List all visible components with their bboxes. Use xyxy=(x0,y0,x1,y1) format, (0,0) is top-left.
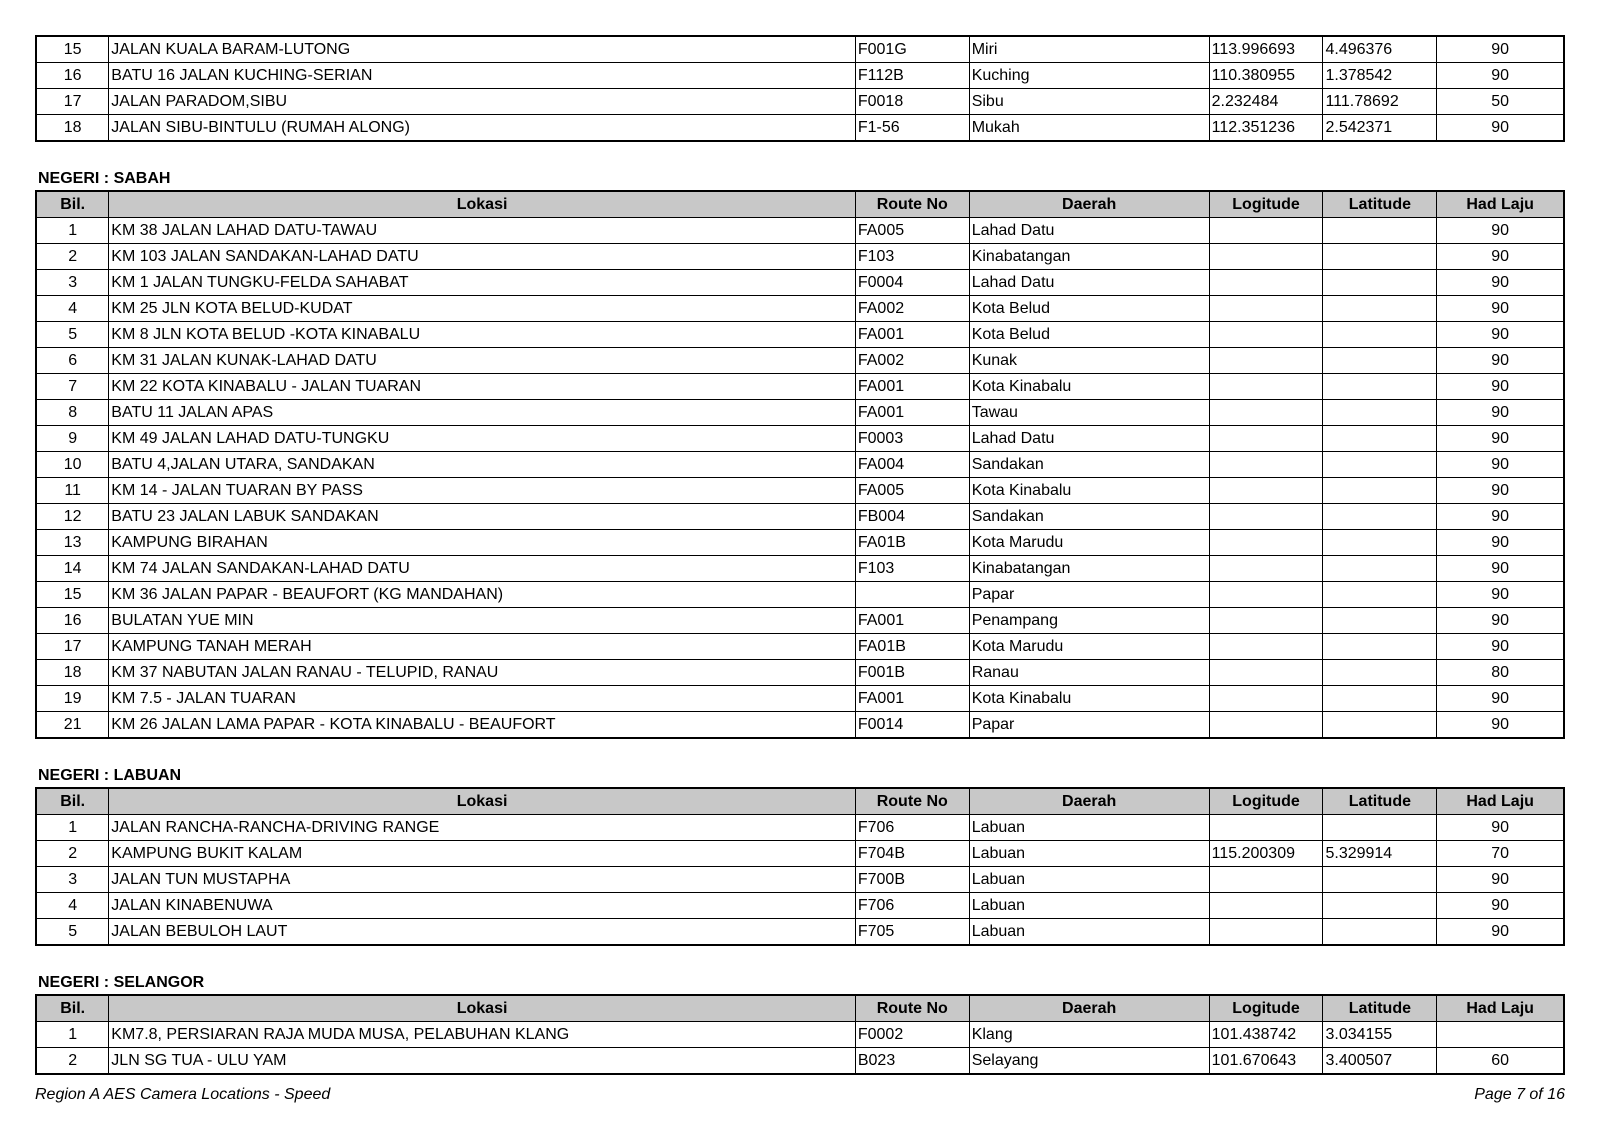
route-cell: F0002 xyxy=(855,1022,969,1048)
longitude-cell xyxy=(1209,270,1323,296)
lokasi-cell: KM 49 JALAN LAHAD DATU-TUNGKU xyxy=(109,426,856,452)
lokasi-cell: KAMPUNG TANAH MERAH xyxy=(109,634,856,660)
route-cell: F103 xyxy=(855,556,969,582)
bil-cell: 14 xyxy=(36,556,109,582)
column-header: Route No xyxy=(855,191,969,218)
longitude-cell xyxy=(1209,634,1323,660)
route-cell: F1-56 xyxy=(855,115,969,142)
longitude-cell: 110.380955 xyxy=(1209,63,1323,89)
column-header: Daerah xyxy=(969,788,1209,815)
latitude-cell xyxy=(1323,218,1437,244)
speed-limit-cell: 90 xyxy=(1437,452,1564,478)
daerah-cell: Tawau xyxy=(969,400,1209,426)
column-header: Daerah xyxy=(969,995,1209,1022)
speed-limit-cell: 90 xyxy=(1437,504,1564,530)
speed-limit-cell: 60 xyxy=(1437,1048,1564,1075)
latitude-cell: 3.034155 xyxy=(1323,1022,1437,1048)
bil-cell: 15 xyxy=(36,36,109,63)
state-sections xyxy=(35,170,1565,1075)
longitude-cell xyxy=(1209,893,1323,919)
longitude-cell xyxy=(1209,556,1323,582)
route-cell: B023 xyxy=(855,1048,969,1075)
lokasi-cell: KM 22 KOTA KINABALU - JALAN TUARAN xyxy=(109,374,856,400)
longitude-cell xyxy=(1209,582,1323,608)
lokasi-cell: JALAN PARADOM,SIBU xyxy=(109,89,856,115)
speed-limit-cell: 50 xyxy=(1437,89,1564,115)
bil-cell: 3 xyxy=(36,867,109,893)
state-table xyxy=(35,787,1565,946)
speed-limit-cell: 90 xyxy=(1437,867,1564,893)
daerah-cell: Kuching xyxy=(969,63,1209,89)
lokasi-cell: KM 36 JALAN PAPAR - BEAUFORT (KG MANDAHAN) xyxy=(109,582,856,608)
table-row xyxy=(36,608,1564,634)
latitude-cell xyxy=(1323,400,1437,426)
daerah-cell: Labuan xyxy=(969,815,1209,841)
table-row xyxy=(36,919,1564,946)
lokasi-cell: KM7.8, PERSIARAN RAJA MUDA MUSA, PELABUHAN KLANG xyxy=(109,1022,856,1048)
route-cell: F112B xyxy=(855,63,969,89)
latitude-cell xyxy=(1323,348,1437,374)
column-header: Bil. xyxy=(36,191,109,218)
lokasi-cell: BATU 16 JALAN KUCHING-SERIAN xyxy=(109,63,856,89)
bil-cell: 1 xyxy=(36,815,109,841)
route-cell: F103 xyxy=(855,244,969,270)
daerah-cell: Kota Kinabalu xyxy=(969,686,1209,712)
bil-cell: 11 xyxy=(36,478,109,504)
table-row xyxy=(36,426,1564,452)
route-cell: FA005 xyxy=(855,478,969,504)
table-row xyxy=(36,504,1564,530)
latitude-cell xyxy=(1323,815,1437,841)
route-cell: F706 xyxy=(855,893,969,919)
longitude-cell: 115.200309 xyxy=(1209,841,1323,867)
latitude-cell xyxy=(1323,867,1437,893)
bil-cell: 16 xyxy=(36,63,109,89)
speed-limit-cell: 90 xyxy=(1437,63,1564,89)
table-row xyxy=(36,36,1564,63)
daerah-cell: Sandakan xyxy=(969,504,1209,530)
latitude-cell xyxy=(1323,712,1437,739)
lokasi-cell: KM 25 JLN KOTA BELUD-KUDAT xyxy=(109,296,856,322)
route-cell: F0004 xyxy=(855,270,969,296)
bil-cell: 10 xyxy=(36,452,109,478)
state-table xyxy=(35,190,1565,739)
lokasi-cell: KM 7.5 - JALAN TUARAN xyxy=(109,686,856,712)
bil-cell: 16 xyxy=(36,608,109,634)
table-row xyxy=(36,374,1564,400)
lokasi-cell: JALAN KINABENUWA xyxy=(109,893,856,919)
column-header: Had Laju xyxy=(1437,788,1564,815)
latitude-cell: 4.496376 xyxy=(1323,36,1437,63)
route-cell: F001G xyxy=(855,36,969,63)
daerah-cell: Mukah xyxy=(969,115,1209,142)
latitude-cell xyxy=(1323,478,1437,504)
longitude-cell xyxy=(1209,218,1323,244)
speed-limit-cell: 90 xyxy=(1437,296,1564,322)
column-header: Logitude xyxy=(1209,995,1323,1022)
speed-limit-cell: 80 xyxy=(1437,660,1564,686)
daerah-cell: Lahad Datu xyxy=(969,426,1209,452)
daerah-cell: Kunak xyxy=(969,348,1209,374)
table-row xyxy=(36,89,1564,115)
route-cell: FB004 xyxy=(855,504,969,530)
route-cell xyxy=(855,582,969,608)
lokasi-cell: KM 1 JALAN TUNGKU-FELDA SAHABAT xyxy=(109,270,856,296)
column-header: Route No xyxy=(855,788,969,815)
longitude-cell xyxy=(1209,608,1323,634)
speed-limit-cell: 90 xyxy=(1437,322,1564,348)
section-title: NEGERI : LABUAN xyxy=(38,767,182,784)
latitude-cell xyxy=(1323,893,1437,919)
daerah-cell: Kota Belud xyxy=(969,322,1209,348)
speed-limit-cell: 90 xyxy=(1437,608,1564,634)
route-cell: FA001 xyxy=(855,374,969,400)
longitude-cell xyxy=(1209,660,1323,686)
bil-cell: 5 xyxy=(36,919,109,946)
table-row xyxy=(36,841,1564,867)
lokasi-cell: JALAN SIBU-BINTULU (RUMAH ALONG) xyxy=(109,115,856,142)
lokasi-cell: KM 74 JALAN SANDAKAN-LAHAD DATU xyxy=(109,556,856,582)
latitude-cell xyxy=(1323,634,1437,660)
latitude-cell xyxy=(1323,504,1437,530)
column-header: Latitude xyxy=(1323,788,1437,815)
column-header: Had Laju xyxy=(1437,995,1564,1022)
bil-cell: 19 xyxy=(36,686,109,712)
speed-limit-cell: 90 xyxy=(1437,270,1564,296)
table-row xyxy=(36,1048,1564,1075)
table-row xyxy=(36,478,1564,504)
lokasi-cell: BULATAN YUE MIN xyxy=(109,608,856,634)
column-header: Lokasi xyxy=(109,995,856,1022)
bil-cell: 15 xyxy=(36,582,109,608)
lokasi-cell: KM 38 JALAN LAHAD DATU-TAWAU xyxy=(109,218,856,244)
longitude-cell xyxy=(1209,686,1323,712)
latitude-cell xyxy=(1323,582,1437,608)
column-header: Bil. xyxy=(36,995,109,1022)
route-cell: FA01B xyxy=(855,634,969,660)
speed-limit-cell: 90 xyxy=(1437,893,1564,919)
bil-cell: 17 xyxy=(36,634,109,660)
route-cell: FA005 xyxy=(855,218,969,244)
longitude-cell xyxy=(1209,322,1323,348)
route-cell: FA004 xyxy=(855,452,969,478)
daerah-cell: Kota Kinabalu xyxy=(969,374,1209,400)
latitude-cell xyxy=(1323,296,1437,322)
route-cell: FA001 xyxy=(855,400,969,426)
lokasi-cell: JALAN KUALA BARAM-LUTONG xyxy=(109,36,856,63)
table-row xyxy=(36,556,1564,582)
latitude-cell xyxy=(1323,270,1437,296)
latitude-cell xyxy=(1323,244,1437,270)
route-cell: F700B xyxy=(855,867,969,893)
bil-cell: 4 xyxy=(36,296,109,322)
speed-limit-cell: 90 xyxy=(1437,374,1564,400)
bil-cell: 2 xyxy=(36,244,109,270)
table-row xyxy=(36,63,1564,89)
column-header: Bil. xyxy=(36,788,109,815)
latitude-cell xyxy=(1323,556,1437,582)
footer-title: Region A AES Camera Locations - Speed xyxy=(35,1086,331,1103)
header-row xyxy=(36,788,1564,815)
speed-limit-cell: 90 xyxy=(1437,348,1564,374)
route-cell: F0003 xyxy=(855,426,969,452)
longitude-cell xyxy=(1209,400,1323,426)
speed-limit-cell: 90 xyxy=(1437,115,1564,142)
lokasi-cell: KM 31 JALAN KUNAK-LAHAD DATU xyxy=(109,348,856,374)
latitude-cell xyxy=(1323,426,1437,452)
latitude-cell xyxy=(1323,919,1437,946)
route-cell: F001B xyxy=(855,660,969,686)
lokasi-cell: BATU 11 JALAN APAS xyxy=(109,400,856,426)
longitude-cell xyxy=(1209,815,1323,841)
column-header: Latitude xyxy=(1323,995,1437,1022)
bil-cell: 17 xyxy=(36,89,109,115)
bil-cell: 8 xyxy=(36,400,109,426)
page-number: Page 7 of 16 xyxy=(1474,1086,1565,1103)
speed-limit-cell: 90 xyxy=(1437,478,1564,504)
table-row xyxy=(36,400,1564,426)
table-row xyxy=(36,348,1564,374)
longitude-cell: 2.232484 xyxy=(1209,89,1323,115)
route-cell: FA002 xyxy=(855,296,969,322)
lokasi-cell: KM 8 JLN KOTA BELUD -KOTA KINABALU xyxy=(109,322,856,348)
speed-limit-cell: 90 xyxy=(1437,426,1564,452)
daerah-cell: Klang xyxy=(969,1022,1209,1048)
longitude-cell xyxy=(1209,296,1323,322)
route-cell: FA002 xyxy=(855,348,969,374)
daerah-cell: Kota Kinabalu xyxy=(969,478,1209,504)
longitude-cell xyxy=(1209,348,1323,374)
column-header: Lokasi xyxy=(109,191,856,218)
speed-limit-cell: 90 xyxy=(1437,634,1564,660)
continued-table xyxy=(35,35,1565,142)
bil-cell: 2 xyxy=(36,1048,109,1075)
latitude-cell xyxy=(1323,374,1437,400)
column-header: Logitude xyxy=(1209,788,1323,815)
latitude-cell xyxy=(1323,660,1437,686)
table-row xyxy=(36,296,1564,322)
table-row xyxy=(36,452,1564,478)
daerah-cell: Labuan xyxy=(969,867,1209,893)
table-row xyxy=(36,270,1564,296)
latitude-cell: 2.542371 xyxy=(1323,115,1437,142)
daerah-cell: Papar xyxy=(969,712,1209,739)
longitude-cell xyxy=(1209,712,1323,739)
lokasi-cell: KM 26 JALAN LAMA PAPAR - KOTA KINABALU - BEAUFORT xyxy=(109,712,856,739)
longitude-cell xyxy=(1209,426,1323,452)
latitude-cell xyxy=(1323,322,1437,348)
longitude-cell: 113.996693 xyxy=(1209,36,1323,63)
speed-limit-cell: 90 xyxy=(1437,712,1564,739)
table-row xyxy=(36,218,1564,244)
longitude-cell xyxy=(1209,244,1323,270)
column-header: Had Laju xyxy=(1437,191,1564,218)
bil-cell: 21 xyxy=(36,712,109,739)
bil-cell: 5 xyxy=(36,322,109,348)
bil-cell: 1 xyxy=(36,1022,109,1048)
daerah-cell: Kinabatangan xyxy=(969,556,1209,582)
column-header: Latitude xyxy=(1323,191,1437,218)
speed-limit-cell: 90 xyxy=(1437,919,1564,946)
column-header: Route No xyxy=(855,995,969,1022)
daerah-cell: Papar xyxy=(969,582,1209,608)
table-row xyxy=(36,686,1564,712)
route-cell: FA001 xyxy=(855,608,969,634)
longitude-cell: 101.670643 xyxy=(1209,1048,1323,1075)
speed-limit-cell: 90 xyxy=(1437,244,1564,270)
bil-cell: 4 xyxy=(36,893,109,919)
table-row xyxy=(36,712,1564,739)
speed-limit-cell: 90 xyxy=(1437,36,1564,63)
speed-limit-cell: 90 xyxy=(1437,815,1564,841)
route-cell: F704B xyxy=(855,841,969,867)
longitude-cell xyxy=(1209,867,1323,893)
speed-limit-cell: 90 xyxy=(1437,686,1564,712)
lokasi-cell: KM 37 NABUTAN JALAN RANAU - TELUPID, RANAU xyxy=(109,660,856,686)
longitude-cell xyxy=(1209,919,1323,946)
table-row xyxy=(36,660,1564,686)
bil-cell: 1 xyxy=(36,218,109,244)
daerah-cell: Penampang xyxy=(969,608,1209,634)
latitude-cell: 5.329914 xyxy=(1323,841,1437,867)
latitude-cell xyxy=(1323,452,1437,478)
document-page xyxy=(35,35,1565,1075)
column-header: Lokasi xyxy=(109,788,856,815)
speed-limit-cell: 90 xyxy=(1437,556,1564,582)
daerah-cell: Miri xyxy=(969,36,1209,63)
lokasi-cell: KM 103 JALAN SANDAKAN-LAHAD DATU xyxy=(109,244,856,270)
daerah-cell: Kota Marudu xyxy=(969,530,1209,556)
daerah-cell: Labuan xyxy=(969,841,1209,867)
bil-cell: 3 xyxy=(36,270,109,296)
speed-limit-cell: 90 xyxy=(1437,582,1564,608)
bil-cell: 18 xyxy=(36,660,109,686)
latitude-cell xyxy=(1323,686,1437,712)
speed-limit-cell: 90 xyxy=(1437,218,1564,244)
bil-cell: 18 xyxy=(36,115,109,142)
route-cell: F0014 xyxy=(855,712,969,739)
latitude-cell xyxy=(1323,608,1437,634)
longitude-cell xyxy=(1209,452,1323,478)
bil-cell: 6 xyxy=(36,348,109,374)
table-row xyxy=(36,893,1564,919)
table-row xyxy=(36,867,1564,893)
lokasi-cell: JALAN BEBULOH LAUT xyxy=(109,919,856,946)
lokasi-cell: BATU 4,JALAN UTARA, SANDAKAN xyxy=(109,452,856,478)
lokasi-cell: KAMPUNG BUKIT KALAM xyxy=(109,841,856,867)
bil-cell: 13 xyxy=(36,530,109,556)
state-table xyxy=(35,994,1565,1075)
column-header: Daerah xyxy=(969,191,1209,218)
route-cell: F705 xyxy=(855,919,969,946)
lokasi-cell: KM 14 - JALAN TUARAN BY PASS xyxy=(109,478,856,504)
latitude-cell: 1.378542 xyxy=(1323,63,1437,89)
table-row xyxy=(36,530,1564,556)
daerah-cell: Lahad Datu xyxy=(969,270,1209,296)
daerah-cell: Kota Marudu xyxy=(969,634,1209,660)
lokasi-cell: JALAN TUN MUSTAPHA xyxy=(109,867,856,893)
daerah-cell: Kota Belud xyxy=(969,296,1209,322)
table-row xyxy=(36,582,1564,608)
lokasi-cell: JLN SG TUA - ULU YAM xyxy=(109,1048,856,1075)
column-header: Logitude xyxy=(1209,191,1323,218)
table-row xyxy=(36,244,1564,270)
daerah-cell: Ranau xyxy=(969,660,1209,686)
speed-limit-cell: 90 xyxy=(1437,530,1564,556)
daerah-cell: Labuan xyxy=(969,919,1209,946)
header-row xyxy=(36,191,1564,218)
speed-limit-cell xyxy=(1437,1022,1564,1048)
section-title: NEGERI : SELANGOR xyxy=(38,974,205,991)
header-row xyxy=(36,995,1564,1022)
route-cell: FA01B xyxy=(855,530,969,556)
page-footer xyxy=(35,1086,1565,1104)
section-title: NEGERI : SABAH xyxy=(38,170,171,187)
longitude-cell: 112.351236 xyxy=(1209,115,1323,142)
longitude-cell xyxy=(1209,530,1323,556)
route-cell: F706 xyxy=(855,815,969,841)
longitude-cell xyxy=(1209,374,1323,400)
route-cell: FA001 xyxy=(855,686,969,712)
longitude-cell xyxy=(1209,504,1323,530)
lokasi-cell: BATU 23 JALAN LABUK SANDAKAN xyxy=(109,504,856,530)
route-cell: FA001 xyxy=(855,322,969,348)
daerah-cell: Sibu xyxy=(969,89,1209,115)
latitude-cell: 3.400507 xyxy=(1323,1048,1437,1075)
bil-cell: 7 xyxy=(36,374,109,400)
speed-limit-cell: 90 xyxy=(1437,400,1564,426)
route-cell: F0018 xyxy=(855,89,969,115)
latitude-cell: 111.78692 xyxy=(1323,89,1437,115)
lokasi-cell: KAMPUNG BIRAHAN xyxy=(109,530,856,556)
daerah-cell: Selayang xyxy=(969,1048,1209,1075)
bil-cell: 2 xyxy=(36,841,109,867)
table-row xyxy=(36,322,1564,348)
table-row xyxy=(36,115,1564,142)
bil-cell: 12 xyxy=(36,504,109,530)
longitude-cell xyxy=(1209,478,1323,504)
table-row xyxy=(36,815,1564,841)
table-row xyxy=(36,634,1564,660)
daerah-cell: Sandakan xyxy=(969,452,1209,478)
daerah-cell: Kinabatangan xyxy=(969,244,1209,270)
speed-limit-cell: 70 xyxy=(1437,841,1564,867)
bil-cell: 9 xyxy=(36,426,109,452)
daerah-cell: Labuan xyxy=(969,893,1209,919)
daerah-cell: Lahad Datu xyxy=(969,218,1209,244)
latitude-cell xyxy=(1323,530,1437,556)
longitude-cell: 101.438742 xyxy=(1209,1022,1323,1048)
table-row xyxy=(36,1022,1564,1048)
lokasi-cell: JALAN RANCHA-RANCHA-DRIVING RANGE xyxy=(109,815,856,841)
